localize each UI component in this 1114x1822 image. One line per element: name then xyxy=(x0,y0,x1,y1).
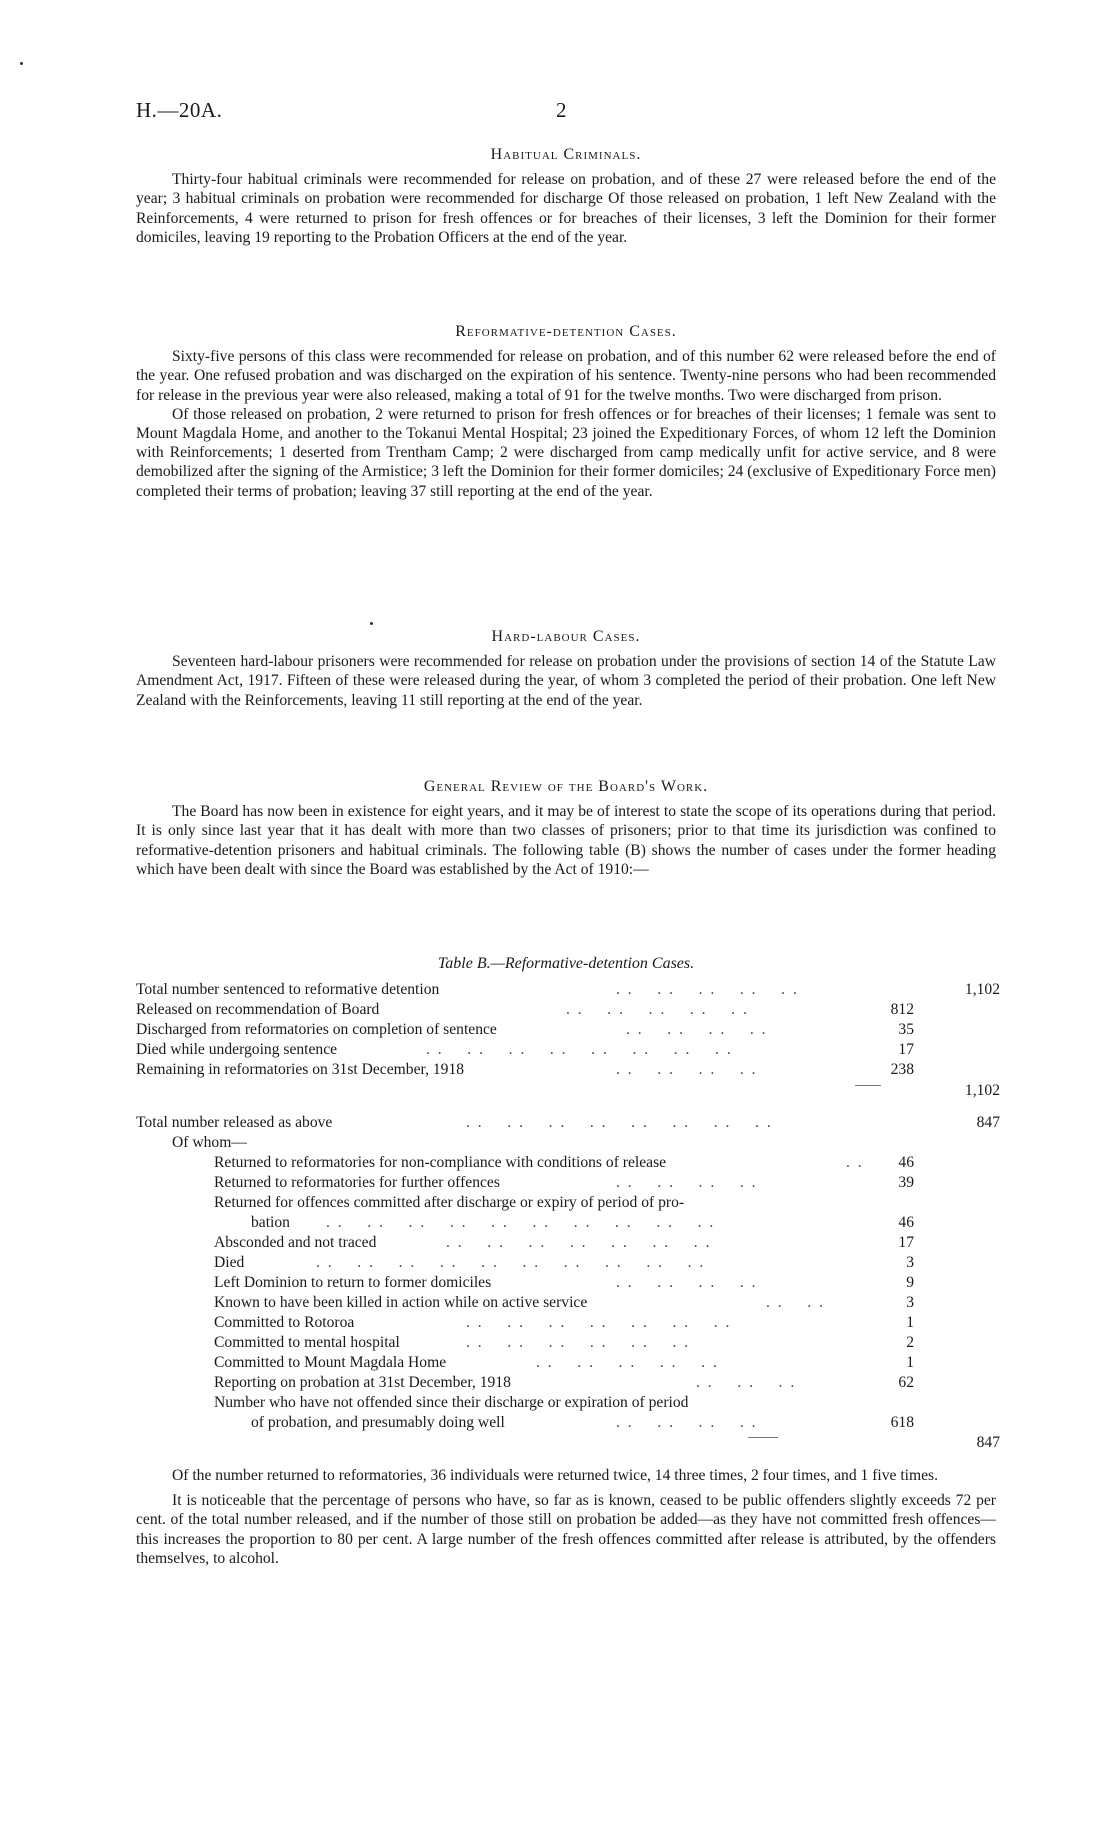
table-row-breakdown-total xyxy=(136,1081,1016,1101)
general-review-section xyxy=(136,777,996,879)
document-code: H.—20A. xyxy=(136,98,223,122)
row-value: 46 xyxy=(898,1154,914,1171)
leader-dots: . . . . . . . . xyxy=(616,1274,758,1291)
row-value: 1,102 xyxy=(964,981,1000,998)
table-row-released-total xyxy=(136,1433,1016,1453)
table-row xyxy=(136,1213,1016,1233)
row-value: 847 xyxy=(976,1114,1000,1131)
row-label: Died while undergoing sentence xyxy=(136,1041,338,1058)
general-review-title: General Review of the Board's Work. xyxy=(423,778,709,795)
row-value: 62 xyxy=(898,1374,914,1391)
row-value: 35 xyxy=(898,1021,914,1038)
row-value: 238 xyxy=(890,1061,914,1078)
table-row xyxy=(136,1020,1016,1040)
row-label: Remaining in reformatories on 31st December, 1918 xyxy=(136,1061,465,1078)
row-label: Returned for offences committed after discharge or expiry of period of pro- xyxy=(214,1194,685,1211)
table-row xyxy=(136,1373,1016,1393)
scan-mark xyxy=(370,622,373,625)
table-b-title: Table B.—Reformative-detention Cases. xyxy=(437,955,695,972)
leader-dots: . . . . . . . . . . xyxy=(616,981,799,998)
leader-dots: . . . . . . . . . . . . . . . . xyxy=(466,1114,773,1131)
leader-dots: . . . . . . . . . . . . xyxy=(466,1334,691,1351)
row-value: 9 xyxy=(906,1274,914,1291)
row-value: 1 xyxy=(906,1354,914,1371)
row-value: 847 xyxy=(976,1434,1000,1451)
row-label: Returned to reformatories for further offences xyxy=(214,1174,500,1191)
leader-dots: . . . . . . . . . . . . . . . . xyxy=(426,1041,733,1058)
leader-dots: . . . . . . . . . . . . . . . . . . . . xyxy=(326,1214,716,1231)
page-number: 2 xyxy=(556,98,567,122)
row-label: Absconded and not traced xyxy=(214,1234,377,1251)
row-label: Known to have been killed in action while on active service xyxy=(214,1294,588,1311)
row-label: bation xyxy=(251,1214,290,1231)
row-label: Committed to mental hospital xyxy=(214,1334,400,1351)
table-row xyxy=(136,1313,1016,1333)
table-row xyxy=(136,1153,1016,1173)
row-label: Committed to Rotoroa xyxy=(214,1314,355,1331)
table-row xyxy=(136,1293,1016,1313)
row-value: 3 xyxy=(906,1294,914,1311)
table-row xyxy=(136,1193,1016,1213)
row-label: Released on recommendation of Board xyxy=(136,1001,380,1018)
table-row xyxy=(136,1413,1016,1433)
table-row xyxy=(136,1393,1016,1413)
leader-dots: . . . . . . . . . . . . . . . . . . . . xyxy=(316,1254,706,1271)
row-value: 3 xyxy=(906,1254,914,1271)
row-label: of probation, and presumably doing well xyxy=(251,1414,505,1431)
leader-dots: . . . . . . xyxy=(696,1374,797,1391)
leader-dots: . . . . . . . . . . xyxy=(536,1354,719,1371)
leader-dots: . . . . . . . . xyxy=(616,1414,758,1431)
table-row-of-whom xyxy=(136,1133,1016,1153)
table-row xyxy=(136,1060,1016,1080)
scan-mark xyxy=(20,62,23,65)
table-row xyxy=(136,1173,1016,1193)
leader-dots: . . xyxy=(846,1154,864,1171)
leader-dots: . . . . . . . . xyxy=(616,1174,758,1191)
table-row xyxy=(136,1253,1016,1273)
habitual-title: Habitual Criminals. xyxy=(490,146,642,163)
table-row xyxy=(136,1040,1016,1060)
row-value: 1,102 xyxy=(964,1082,1000,1099)
row-value: 618 xyxy=(890,1414,914,1431)
row-value: 46 xyxy=(898,1214,914,1231)
row-label: Total number sentenced to reformative detention xyxy=(136,981,440,998)
table-row xyxy=(136,1000,1016,1020)
row-label: Died xyxy=(214,1254,245,1271)
row-value: 812 xyxy=(890,1001,914,1018)
row-value: 1 xyxy=(906,1314,914,1331)
leader-dots: . . . . . . . . . . . . . . xyxy=(466,1314,732,1331)
leader-dots: . . . . . . . . xyxy=(616,1061,758,1078)
habitual-paragraph: Thirty-four habitual criminals were recommended for release on probation, and of these 27 were released before the end of the year; 3 habitual criminals on probation were recommended for discharge Of those released on probation, 1 left New Zealand with the Reinforcements, 4 were returned to prison for fresh offences or for breaches of their licenses, 3 left the Dominion for their former domiciles, leaving 19 reporting to the Probation Officers at the end of the year. xyxy=(136,171,996,246)
row-label: Number who have not offended since their discharge or expiration of period xyxy=(214,1394,689,1411)
table-row xyxy=(136,1273,1016,1293)
row-label: Of whom— xyxy=(172,1134,247,1151)
table-row xyxy=(136,1353,1016,1373)
habitual-section xyxy=(136,145,996,247)
table-row xyxy=(136,1333,1016,1353)
row-label: Reporting on probation at 31st December, 1918 xyxy=(214,1374,511,1391)
leader-dots: . . . . . . . . xyxy=(626,1021,768,1038)
closing-paragraph-1: Of the number returned to reformatories, 36 individuals were returned twice, 14 three times, 2 four times, and 1 five times. xyxy=(172,1467,939,1484)
table-row xyxy=(136,1233,1016,1253)
closing-paragraph-2: It is noticeable that the percentage of persons who have, so far as is known, ceased to be public offenders slightly exceeds 72 per cent. of the total number released, and if the number of those still on probation be added—as they have not committed fresh offences—this increases the proportion to 80 per cent. A large number of the fresh offences committed after release is attributed, by the offenders themselves, to alcohol. xyxy=(136,1492,996,1567)
reformative-title: Reformative-detention Cases. xyxy=(455,323,677,340)
row-value: 39 xyxy=(898,1174,914,1191)
general-review-paragraph: The Board has now been in existence for eight years, and it may be of interest to state the scope of its operations during that period. It is only since last year that it has dealt with more than two classes of prisoners; prior to that time its jurisdiction was confined to reformative-detention prisoners and habitual criminals. The following table (B) shows the number of cases under the former heading which have been dealt with since the Board was established by the Act of 1910:— xyxy=(136,803,996,878)
row-label: Committed to Mount Magdala Home xyxy=(214,1354,447,1371)
row-label: Returned to reformatories for non-compliance with conditions of release xyxy=(214,1154,667,1171)
hard-labour-title: Hard-labour Cases. xyxy=(491,628,641,645)
hard-labour-paragraph: Seventeen hard-labour prisoners were recommended for release on probation under the provisions of section 14 of the Statute Law Amendment Act, 1917. Fifteen of these were released during the year, of whom 3 completed the period of their probation. One left New Zealand with the Reinforcements, leaving 11 still reporting at the end of the year. xyxy=(136,653,996,709)
table-row-total-sentenced xyxy=(136,980,1016,1000)
leader-dots: . . . . . . . . . . . . . . xyxy=(446,1234,712,1251)
leader-dots: . . . . xyxy=(766,1294,825,1311)
row-label: Total number released as above xyxy=(136,1114,333,1131)
row-value: 17 xyxy=(898,1234,914,1251)
reformative-section xyxy=(136,322,996,501)
table-row-total-released xyxy=(136,1113,1016,1133)
row-label: Left Dominion to return to former domiciles xyxy=(214,1274,492,1291)
row-label: Discharged from reformatories on completion of sentence xyxy=(136,1021,497,1038)
leader-dots: . . . . . . . . . . xyxy=(566,1001,749,1018)
closing-section xyxy=(136,1466,996,1568)
reformative-paragraph-1: Sixty-five persons of this class were recommended for release on probation, and of this number 62 were released before the end of the year. One refused probation and was discharged on the expiration of his sentence. Twenty-nine persons who had been recommended for release in the previous year were also released, making a total of 91 for the twelve months. Two were discharged from prison. xyxy=(136,348,996,404)
row-value: 2 xyxy=(906,1334,914,1351)
row-value: 17 xyxy=(898,1041,914,1058)
hard-labour-section xyxy=(136,627,996,710)
reformative-paragraph-2: Of those released on probation, 2 were returned to prison for fresh offences or for breaches of their licenses; 1 female was sent to Mount Magdala Home, and another to the Tokanui Mental Hospital; 23 joined the Expeditionary Forces, of whom 12 left the Dominion with Reinforcements; 1 deserted from Trentham Camp; 2 were discharged from camp medically unfit for active service, and 8 were demobilized after the signing of the Armistice; 3 left the Dominion for their former domiciles; 24 (exclusive of Expeditionary Force men) completed their terms of probation; leaving 37 still reporting at the end of the year. xyxy=(136,405,996,500)
